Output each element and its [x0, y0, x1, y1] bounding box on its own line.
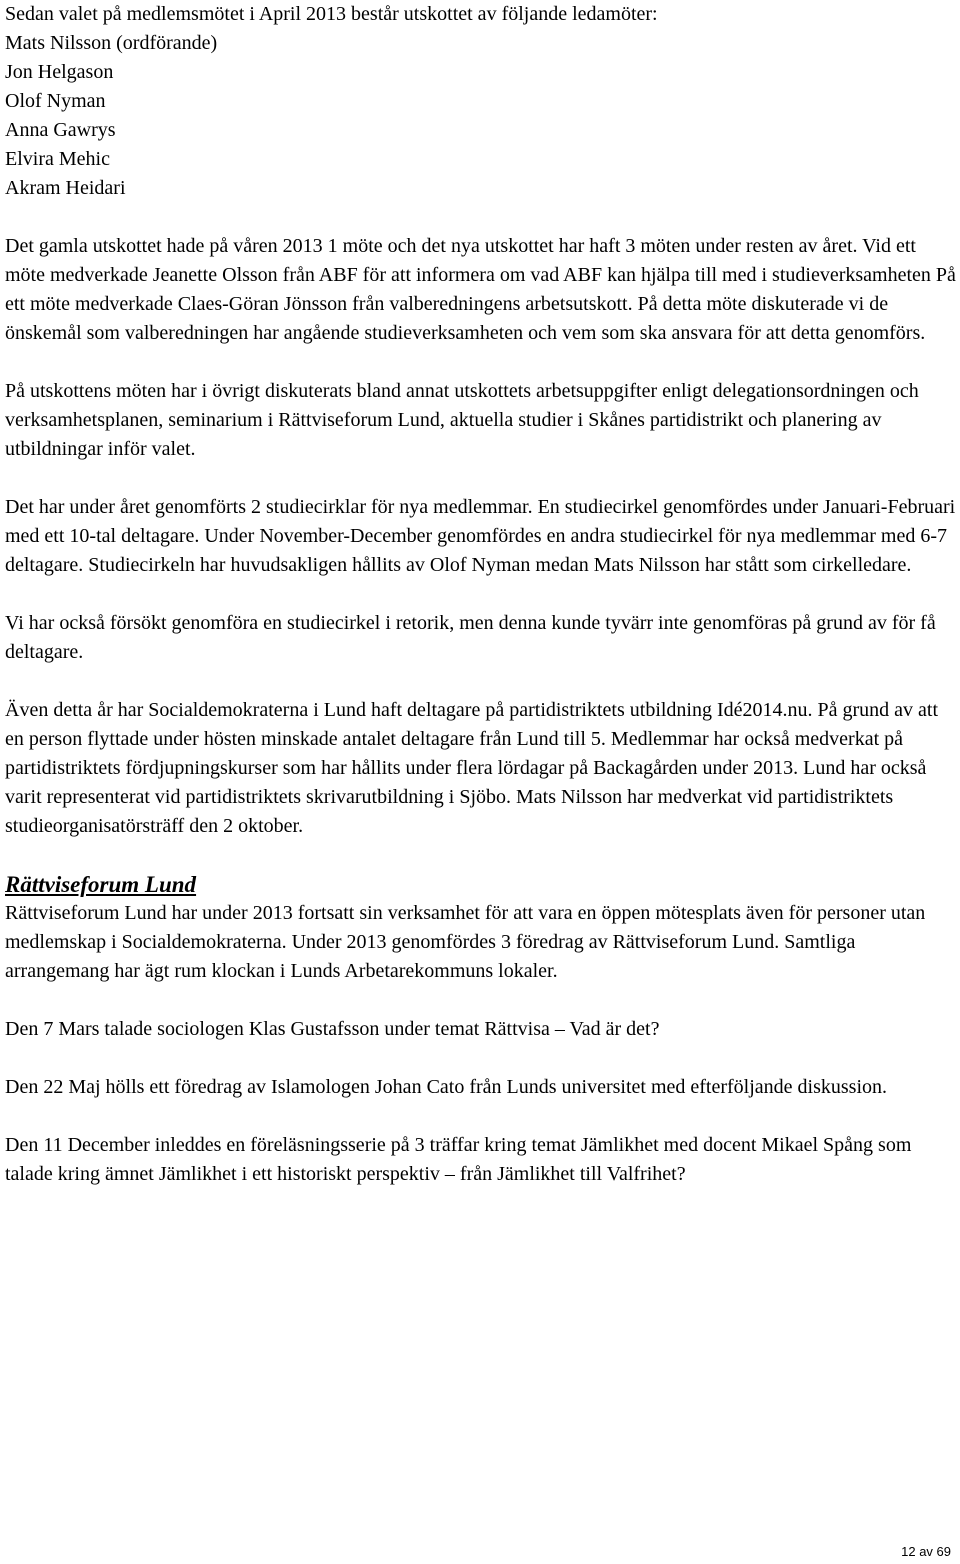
paragraph-committee-topics: På utskottens möten har i övrigt diskuterats bland annat utskottets arbetsuppgifter enligt delegationsordningen och verksamhetsplanen, seminarium i Rättviseforum Lund, aktuella studier i Skånes partidistrikt och planering av utbildningar inför valet.	[5, 380, 919, 460]
section-paragraph-may: Den 22 Maj hölls ett föredrag av Islamologen Johan Cato från Lunds universitet med efterföljande diskussion.	[5, 1076, 888, 1098]
member-name: Akram Heidari	[5, 177, 126, 199]
member-name: Elvira Mehic	[5, 148, 110, 170]
paragraph-meetings: Det gamla utskottet hade på våren 2013 1 möte och det nya utskottet har haft 3 möten under resten av året. Vid ett möte medverkade Jeanette Olsson från ABF för att informera om vad ABF kan hjälpa till med i studieverksamheten På ett möte medverkade Claes-Göran Jönsson från valberedningens arbetsutskott. På detta möte diskuterade vi de önskemål som valberedningen har angående studieverksamheten och vem som ska ansvara för att detta genomförs.	[5, 235, 956, 344]
committee-intro: Sedan valet på medlemsmötet i April 2013 består utskottet av följande ledamöter:	[5, 3, 658, 25]
paragraph-study-circles: Det har under året genomförts 2 studiecirklar för nya medlemmar. En studiecirkel genomfördes under Januari-Februari med ett 10-tal deltagare. Under November-December genomfördes en andra studiecirkel för nya medlemmar med 6-7 deltagare. Studiecirkeln har huvudsakligen hållits av Olof Nyman medan Mats Nilsson har stått som cirkelledare.	[5, 496, 956, 576]
page-number: 12 av 69	[901, 1544, 951, 1559]
committee-block	[5, 0, 960, 203]
paragraph-district-education: Även detta år har Socialdemokraterna i Lund haft deltagare på partidistriktets utbildning Idé2014.nu. På grund av att en person flyttade under hösten minskade antalet deltagare från Lund till 5. Medlemmar har också medverkat på partidistriktets fördjupningskurser som har hållits under flera lördagar på Backagården under 2013. Lund har också varit representerat vid partidistriktets skrivarutbildning i Sjöbo. Mats Nilsson har medverkat vid partidistriktets studieorganisatörsträff den 2 oktober.	[5, 699, 939, 837]
section-paragraph-intro: Rättviseforum Lund har under 2013 fortsatt sin verksamhet för att vara en öppen mötesplats även för personer utan medlemskap i Socialdemokraterna. Under 2013 genomfördes 3 föredrag av Rättviseforum Lund. Samtliga arrangemang har ägt rum klockan i Lunds Arbetarekommuns lokaler.	[5, 902, 926, 982]
section-paragraph-march: Den 7 Mars talade sociologen Klas Gustafsson under temat Rättvisa – Vad är det?	[5, 1018, 660, 1040]
section-heading: Rättviseforum Lund	[5, 872, 197, 897]
section-rattviseforum	[5, 870, 960, 1189]
member-name: Anna Gawrys	[5, 119, 116, 141]
document-page	[5, 0, 960, 1218]
member-name: Olof Nyman	[5, 90, 106, 112]
paragraph-rhetoric: Vi har också försökt genomföra en studiecirkel i retorik, men denna kunde tyvärr inte genomföras på grund av för få deltagare.	[5, 612, 936, 663]
member-name: Mats Nilsson (ordförande)	[5, 32, 218, 54]
section-paragraph-december: Den 11 December inleddes en föreläsningsserie på 3 träffar kring temat Jämlikhet med docent Mikael Spång som talade kring ämnet Jämlikhet i ett historiskt perspektiv – från Jämlikhet till Valfrihet?	[5, 1134, 912, 1185]
member-name: Jon Helgason	[5, 61, 114, 83]
